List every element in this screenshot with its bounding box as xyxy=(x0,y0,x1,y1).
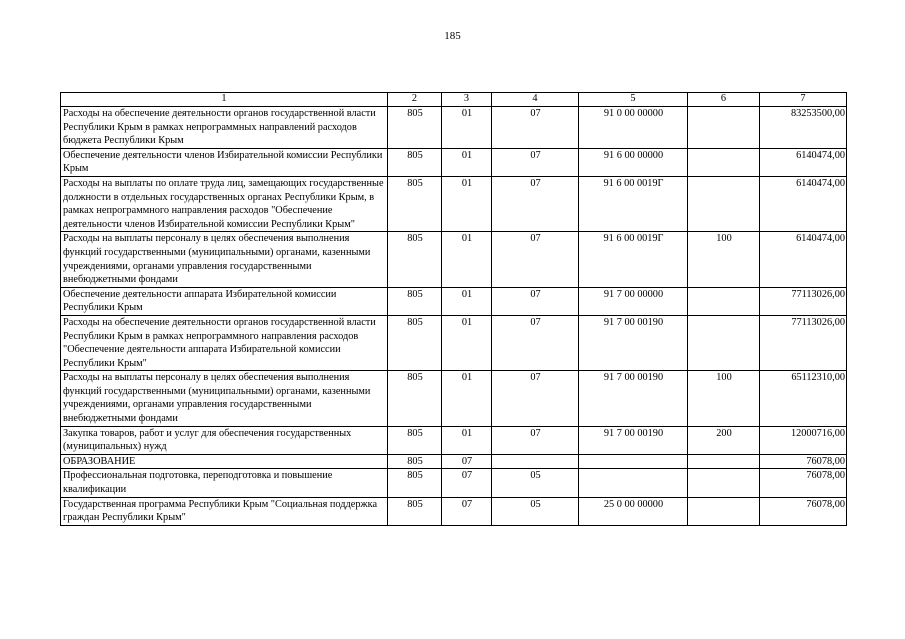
section-code-cell: 01 xyxy=(442,148,492,176)
grbs-code-cell: 805 xyxy=(388,287,442,315)
page-number: 185 xyxy=(444,30,461,42)
table-row xyxy=(61,287,847,315)
grbs-code-cell: 805 xyxy=(388,469,442,497)
expense-name-cell: Профессиональная подготовка, переподготовка и повышение квалификации xyxy=(61,469,388,497)
target-article-cell: 91 7 00 00190 xyxy=(579,371,688,426)
subsection-code-cell: 07 xyxy=(492,232,579,287)
grbs-code-cell: 805 xyxy=(388,426,442,454)
expense-name-cell: Закупка товаров, работ и услуг для обеспечения государственных (муниципальных) нужд xyxy=(61,426,388,454)
expense-type-cell xyxy=(688,315,760,370)
expense-type-cell xyxy=(688,287,760,315)
subsection-code-cell: 07 xyxy=(492,176,579,231)
subsection-code-cell: 07 xyxy=(492,287,579,315)
grbs-code-cell: 805 xyxy=(388,176,442,231)
section-code-cell: 07 xyxy=(442,469,492,497)
section-code-cell: 01 xyxy=(442,315,492,370)
header-row xyxy=(61,93,847,107)
header-col-5: 5 xyxy=(579,93,688,107)
table-body xyxy=(61,107,847,526)
section-code-cell: 07 xyxy=(442,454,492,469)
section-code-cell: 01 xyxy=(442,107,492,149)
section-code-cell: 01 xyxy=(442,287,492,315)
header-col-2: 2 xyxy=(388,93,442,107)
expense-name-cell: Расходы на выплаты персоналу в целях обеспечения выполнения функций государственными (муниципальными) органами, казенными учреждениями, органами управления государственными внебюджетными фондами xyxy=(61,371,388,426)
grbs-code-cell: 805 xyxy=(388,232,442,287)
header-col-7: 7 xyxy=(760,93,847,107)
amount-cell: 65112310,00 xyxy=(760,371,847,426)
amount-cell: 6140474,00 xyxy=(760,176,847,231)
table-row xyxy=(61,315,847,370)
expense-type-cell: 100 xyxy=(688,371,760,426)
section-code-cell: 01 xyxy=(442,176,492,231)
expense-type-cell xyxy=(688,469,760,497)
subsection-code-cell: 07 xyxy=(492,371,579,426)
expense-name-cell: Расходы на выплаты по оплате труда лиц, замещающих государственные должности в отдельных государственных органах Республики Крым, в рамках непрограммного направления расходов "Обеспечение деятельности членов Избирательной комиссии Республики Крым" xyxy=(61,176,388,231)
amount-cell: 77113026,00 xyxy=(760,315,847,370)
expense-name-cell: Расходы на обеспечение деятельности органов государственной власти Республики Крым в рамках непрограммного направления расходов "Обеспечение деятельности аппарата Избирательной комиссии Республики Крым" xyxy=(61,315,388,370)
table-row xyxy=(61,497,847,525)
expense-type-cell: 200 xyxy=(688,426,760,454)
grbs-code-cell: 805 xyxy=(388,454,442,469)
table-row xyxy=(61,148,847,176)
amount-cell: 6140474,00 xyxy=(760,232,847,287)
budget-table xyxy=(60,92,847,526)
target-article-cell: 91 6 00 0019Г xyxy=(579,176,688,231)
subsection-code-cell: 07 xyxy=(492,426,579,454)
table-row xyxy=(61,107,847,149)
amount-cell: 76078,00 xyxy=(760,469,847,497)
section-code-cell: 01 xyxy=(442,426,492,454)
table-row xyxy=(61,176,847,231)
subsection-code-cell: 05 xyxy=(492,469,579,497)
table-row xyxy=(61,232,847,287)
table-row xyxy=(61,371,847,426)
expense-type-cell xyxy=(688,176,760,231)
table-row xyxy=(61,469,847,497)
header-col-3: 3 xyxy=(442,93,492,107)
subsection-code-cell: 07 xyxy=(492,107,579,149)
expense-name-cell: ОБРАЗОВАНИЕ xyxy=(61,454,388,469)
subsection-code-cell: 07 xyxy=(492,315,579,370)
grbs-code-cell: 805 xyxy=(388,315,442,370)
expense-type-cell xyxy=(688,107,760,149)
amount-cell: 76078,00 xyxy=(760,497,847,525)
target-article-cell: 91 7 00 00190 xyxy=(579,426,688,454)
table-row xyxy=(61,426,847,454)
expense-name-cell: Обеспечение деятельности членов Избирательной комиссии Республики Крым xyxy=(61,148,388,176)
target-article-cell: 91 7 00 00000 xyxy=(579,287,688,315)
amount-cell: 12000716,00 xyxy=(760,426,847,454)
expense-type-cell xyxy=(688,497,760,525)
grbs-code-cell: 805 xyxy=(388,148,442,176)
amount-cell: 6140474,00 xyxy=(760,148,847,176)
target-article-cell xyxy=(579,454,688,469)
expense-name-cell: Расходы на выплаты персоналу в целях обеспечения выполнения функций государственными (муниципальными) органами, казенными учреждениями, органами управления государственными внебюджетными фондами xyxy=(61,232,388,287)
header-col-1: 1 xyxy=(61,93,388,107)
expense-name-cell: Обеспечение деятельности аппарата Избирательной комиссии Республики Крым xyxy=(61,287,388,315)
header-col-6: 6 xyxy=(688,93,760,107)
target-article-cell xyxy=(579,469,688,497)
expense-type-cell xyxy=(688,454,760,469)
grbs-code-cell: 805 xyxy=(388,107,442,149)
grbs-code-cell: 805 xyxy=(388,497,442,525)
subsection-code-cell: 07 xyxy=(492,148,579,176)
section-code-cell: 01 xyxy=(442,371,492,426)
header-col-4: 4 xyxy=(492,93,579,107)
amount-cell: 76078,00 xyxy=(760,454,847,469)
expense-name-cell: Расходы на обеспечение деятельности органов государственной власти Республики Крым в рамках непрограммных направлений расходов бюджета Республики Крым xyxy=(61,107,388,149)
amount-cell: 77113026,00 xyxy=(760,287,847,315)
expense-name-cell: Государственная программа Республики Крым "Социальная поддержка граждан Республики Крым" xyxy=(61,497,388,525)
target-article-cell: 91 7 00 00190 xyxy=(579,315,688,370)
target-article-cell: 25 0 00 00000 xyxy=(579,497,688,525)
subsection-code-cell: 05 xyxy=(492,497,579,525)
target-article-cell: 91 6 00 00000 xyxy=(579,148,688,176)
grbs-code-cell: 805 xyxy=(388,371,442,426)
section-code-cell: 07 xyxy=(442,497,492,525)
section-code-cell: 01 xyxy=(442,232,492,287)
expense-type-cell: 100 xyxy=(688,232,760,287)
target-article-cell: 91 0 00 00000 xyxy=(579,107,688,149)
target-article-cell: 91 6 00 0019Г xyxy=(579,232,688,287)
expense-type-cell xyxy=(688,148,760,176)
amount-cell: 83253500,00 xyxy=(760,107,847,149)
subsection-code-cell xyxy=(492,454,579,469)
table-row xyxy=(61,454,847,469)
